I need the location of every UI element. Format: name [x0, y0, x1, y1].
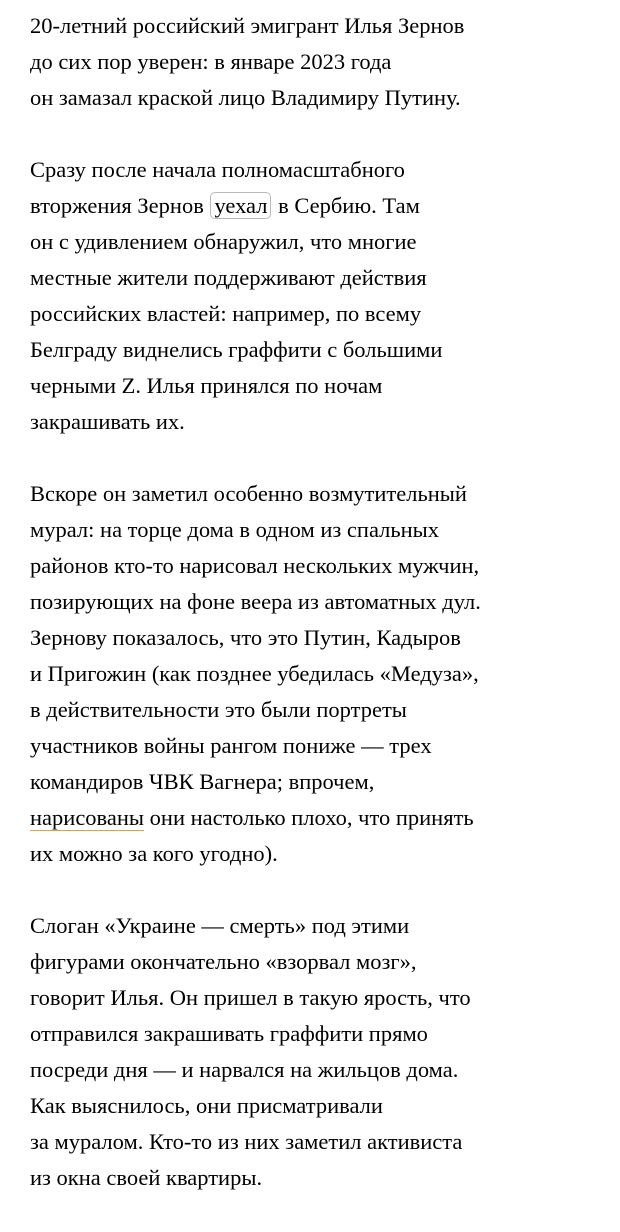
text-line: говорит Илья. Он пришел в такую ярость, что: [30, 985, 471, 1010]
text-line: до сих пор уверен: в январе 2023 года: [30, 49, 392, 74]
text-line: командиров ЧВК Вагнера; впрочем,: [30, 769, 375, 794]
text-line: отправился закрашивать граффити прямо: [30, 1021, 428, 1046]
text-line: Как выяснилось, они присматривали: [30, 1093, 383, 1118]
link-uehal[interactable]: уехал: [210, 192, 271, 219]
text-line: за муралом. Кто-то из них заметил активиста: [30, 1129, 463, 1154]
text-line: российских властей: например, по всему: [30, 301, 422, 326]
text-line-with-link: [30, 188, 615, 224]
text-line: черными Z. Илья принялся по ночам: [30, 373, 383, 398]
text-line: мурал: на торце дома в одном из спальных: [30, 517, 440, 542]
text-line: и Пригожин (как позднее убедилась «Медуза»,: [30, 661, 479, 686]
text-line: в действительности это были портреты: [30, 697, 407, 722]
text-line: из окна своей квартиры.: [30, 1165, 263, 1190]
text-line: Слоган «Украине — смерть» под этими: [30, 913, 410, 938]
text-line: местные жители поддерживают действия: [30, 265, 427, 290]
text-line: 20-летний российский эмигрант Илья Зернов: [30, 13, 465, 38]
text-line: фигурами окончательно «взорвал мозг»,: [30, 949, 417, 974]
text-line: позирующих на фоне веера из автоматных дул.: [30, 589, 481, 614]
text-line-with-link: [30, 800, 615, 836]
paragraph-3: [30, 476, 615, 872]
article-body: [30, 8, 615, 1232]
text-line: закрашивать их.: [30, 409, 185, 434]
paragraph-4: [30, 908, 615, 1196]
text-line: он с удивлением обнаружил, что многие: [30, 229, 417, 254]
link-narisovany[interactable]: нарисованы: [30, 805, 145, 830]
text-fragment: в Сербию. Там: [278, 193, 420, 218]
text-line: Вскоре он заметил особенно возмутительный: [30, 481, 467, 506]
text-line: Сразу после начала полномасштабного: [30, 157, 405, 182]
text-line: посреди дня — и нарвался на жильцов дома.: [30, 1057, 459, 1082]
text-line: их можно за кого угодно).: [30, 841, 278, 866]
text-line: участников войны рангом пониже — трех: [30, 733, 432, 758]
paragraph-2: [30, 152, 615, 440]
text-line: районов кто-то нарисовал нескольких мужчин,: [30, 553, 480, 578]
text-line: Зернову показалось, что это Путин, Кадыров: [30, 625, 461, 650]
text-fragment: вторжения Зернов: [30, 193, 204, 218]
text-line: он замазал краской лицо Владимиру Путину.: [30, 85, 461, 110]
text-fragment: они настолько плохо, что принять: [149, 805, 474, 830]
text-line: Белграду виднелись граффити с большими: [30, 337, 443, 362]
paragraph-1: [30, 8, 615, 116]
